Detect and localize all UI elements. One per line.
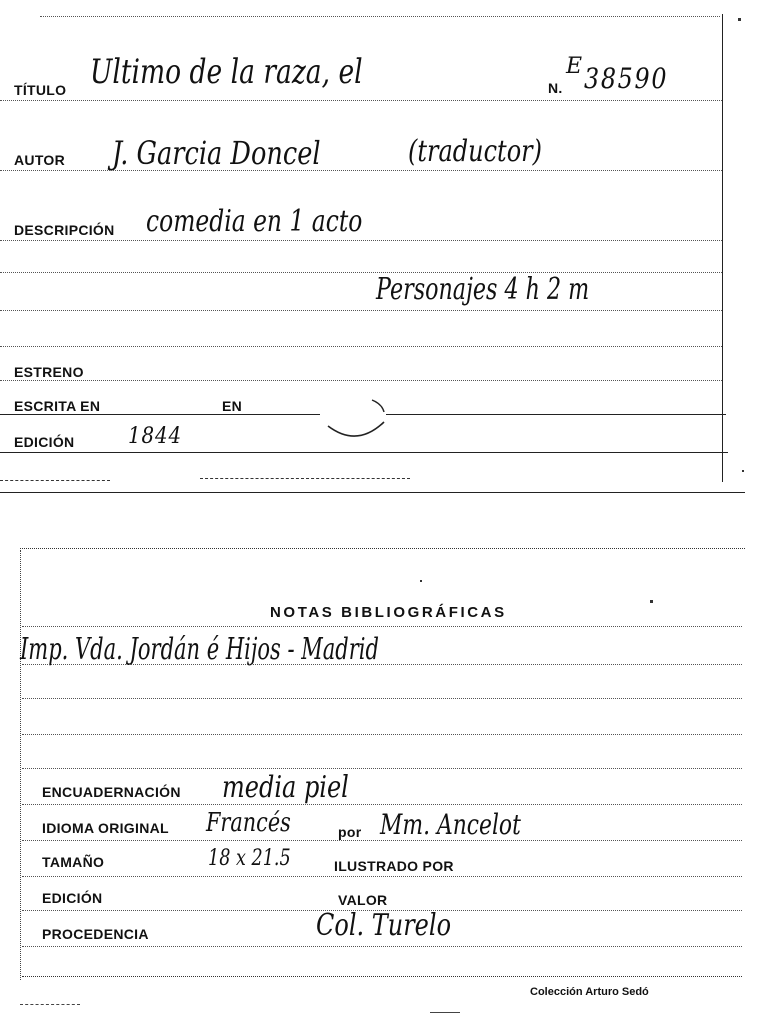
rule: [22, 976, 742, 977]
edicion-value: 1844: [128, 424, 182, 449]
speck: [738, 18, 741, 21]
descripcion-label: DESCRIPCIÓN: [14, 222, 115, 238]
por-label: por: [338, 824, 362, 840]
procedencia-value: Col. Turelo: [316, 908, 452, 943]
rule: [0, 452, 728, 453]
numero-prefix: E: [566, 54, 583, 79]
speck: [650, 600, 653, 603]
collection-credit: Colección Arturo Sedó: [530, 986, 649, 998]
rule: [0, 480, 110, 481]
rule: [0, 100, 722, 101]
card-right-border: [722, 14, 723, 482]
rule: [20, 1004, 80, 1005]
valor-label: VALOR: [338, 892, 388, 908]
rule: [22, 804, 742, 805]
autor-note: (traductor): [408, 134, 542, 169]
idioma-label: IDIOMA ORIGINAL: [42, 820, 169, 836]
descripcion-extra: Personajes 4 h 2 m: [376, 272, 590, 307]
autor-value: J. Garcia Doncel: [112, 134, 321, 172]
estreno-label: ESTRENO: [14, 364, 84, 380]
descripcion-value: comedia en 1 acto: [146, 204, 363, 239]
rule: [0, 170, 722, 171]
card-top-edge: [40, 16, 720, 17]
titulo-label: TÍTULO: [14, 82, 67, 98]
rule: [386, 414, 726, 415]
rule: [22, 840, 742, 841]
card-left-border: [20, 550, 21, 980]
encuadernacion-label: ENCUADERNACIÓN: [42, 784, 181, 800]
procedencia-label: PROCEDENCIA: [42, 926, 149, 942]
speck: [420, 580, 422, 582]
rule: [22, 768, 742, 769]
catalog-card-back: [0, 540, 759, 1028]
rule: [430, 1012, 460, 1013]
titulo-value: Ultimo de la raza, el: [90, 52, 363, 92]
rule: [22, 946, 742, 947]
punch-hole-mark: [322, 392, 392, 442]
catalog-card-front: [0, 0, 759, 495]
ilustrado-label: ILUSTRADO POR: [334, 858, 454, 874]
tamano-value: 18 x 21.5: [208, 846, 291, 871]
rule: [22, 664, 742, 665]
rule: [22, 626, 742, 627]
speck: [742, 470, 744, 472]
edicion2-label: EDICIÓN: [42, 890, 103, 906]
rule: [0, 380, 722, 381]
rule: [0, 272, 722, 273]
idioma-value: Francés: [206, 808, 291, 838]
numero-label: N.: [548, 80, 563, 96]
encuadernacion-value: media piel: [222, 770, 349, 805]
rule: [0, 240, 722, 241]
notas-title: NOTAS BIBLIOGRÁFICAS: [270, 604, 507, 621]
card-top-edge: [20, 548, 745, 549]
rule: [0, 414, 320, 415]
edicion-label: EDICIÓN: [14, 434, 75, 450]
rule: [22, 698, 742, 699]
numero-value: 38590: [584, 62, 669, 95]
rule: [22, 876, 742, 877]
rule: [22, 734, 742, 735]
en-label: EN: [222, 398, 243, 414]
idioma-author: Mm. Ancelot: [380, 808, 521, 841]
notas-value: Imp. Vda. Jordán é Hijos - Madrid: [20, 632, 379, 667]
tamano-label: TAMAÑO: [42, 854, 105, 870]
rule: [200, 478, 410, 479]
escrita-en-label: ESCRITA EN: [14, 398, 101, 414]
card-bottom-edge: [0, 492, 745, 493]
rule: [0, 346, 722, 347]
rule: [0, 310, 722, 311]
autor-label: AUTOR: [14, 152, 66, 168]
